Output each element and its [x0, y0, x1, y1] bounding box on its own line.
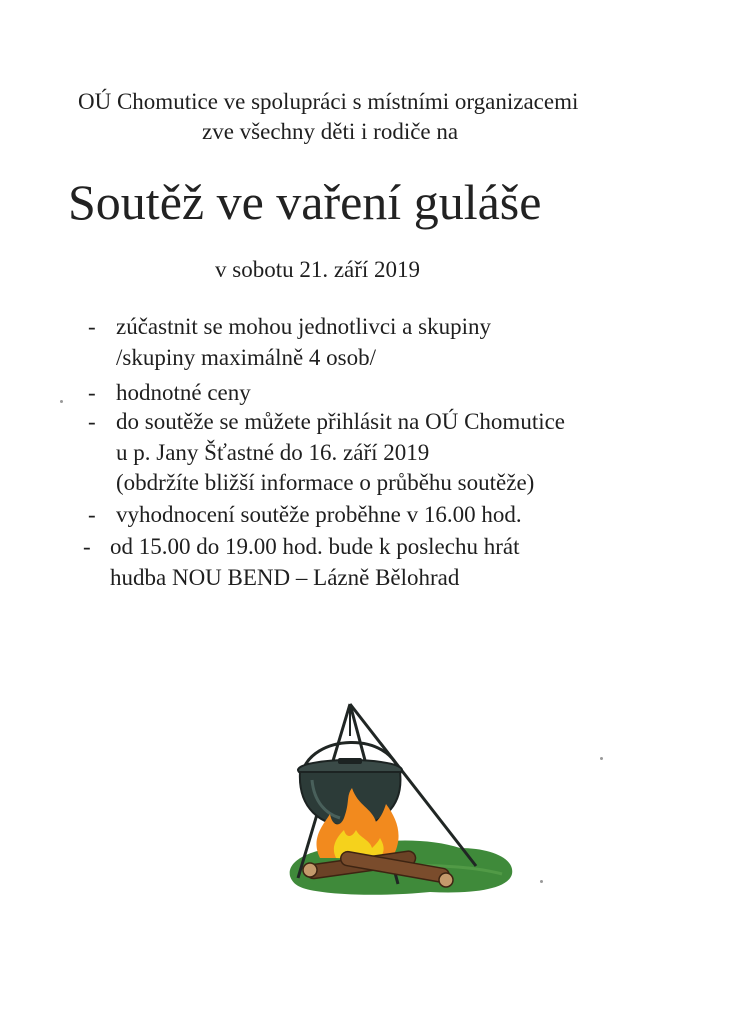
list-item: vyhodnocení soutěže proběhne v 16.00 hod.: [116, 502, 522, 527]
intro-line-2: zve všechny děti i rodiče na: [202, 119, 459, 144]
bullet-dash: -: [88, 380, 96, 405]
bullet-dash: -: [88, 502, 96, 527]
intro-line-1: OÚ Chomutice ve spolupráci s místními organizacemi: [78, 89, 579, 114]
bullet-dash: -: [88, 409, 96, 434]
bullet-dash: -: [88, 314, 96, 339]
scan-speck: [60, 400, 63, 403]
list-item-continuation: hudba NOU BEND – Lázně Bělohrad: [110, 565, 460, 590]
list-item: hodnotné ceny: [116, 380, 251, 405]
list-item: zúčastnit se mohou jednotlivci a skupiny: [116, 314, 491, 339]
list-item: do soutěže se můžete přihlásit na OÚ Chomutice: [116, 409, 566, 434]
list-item-continuation: (obdržíte bližší informace o průběhu soutěže): [116, 470, 535, 495]
bullet-dash: -: [83, 534, 91, 559]
event-date: v sobotu 21. září 2019: [215, 257, 421, 282]
scan-speck: [540, 880, 543, 883]
scan-speck: [600, 757, 603, 760]
campfire-cauldron-icon: [280, 698, 520, 898]
list-item-continuation: u p. Jany Šťastné do 16. září 2019: [116, 440, 430, 465]
event-title: Soutěž ve vaření guláše: [68, 174, 542, 230]
list-item-continuation: /skupiny maximálně 4 osob/: [116, 345, 377, 370]
list-item: od 15.00 do 19.00 hod. bude k poslechu hrát: [110, 534, 520, 559]
